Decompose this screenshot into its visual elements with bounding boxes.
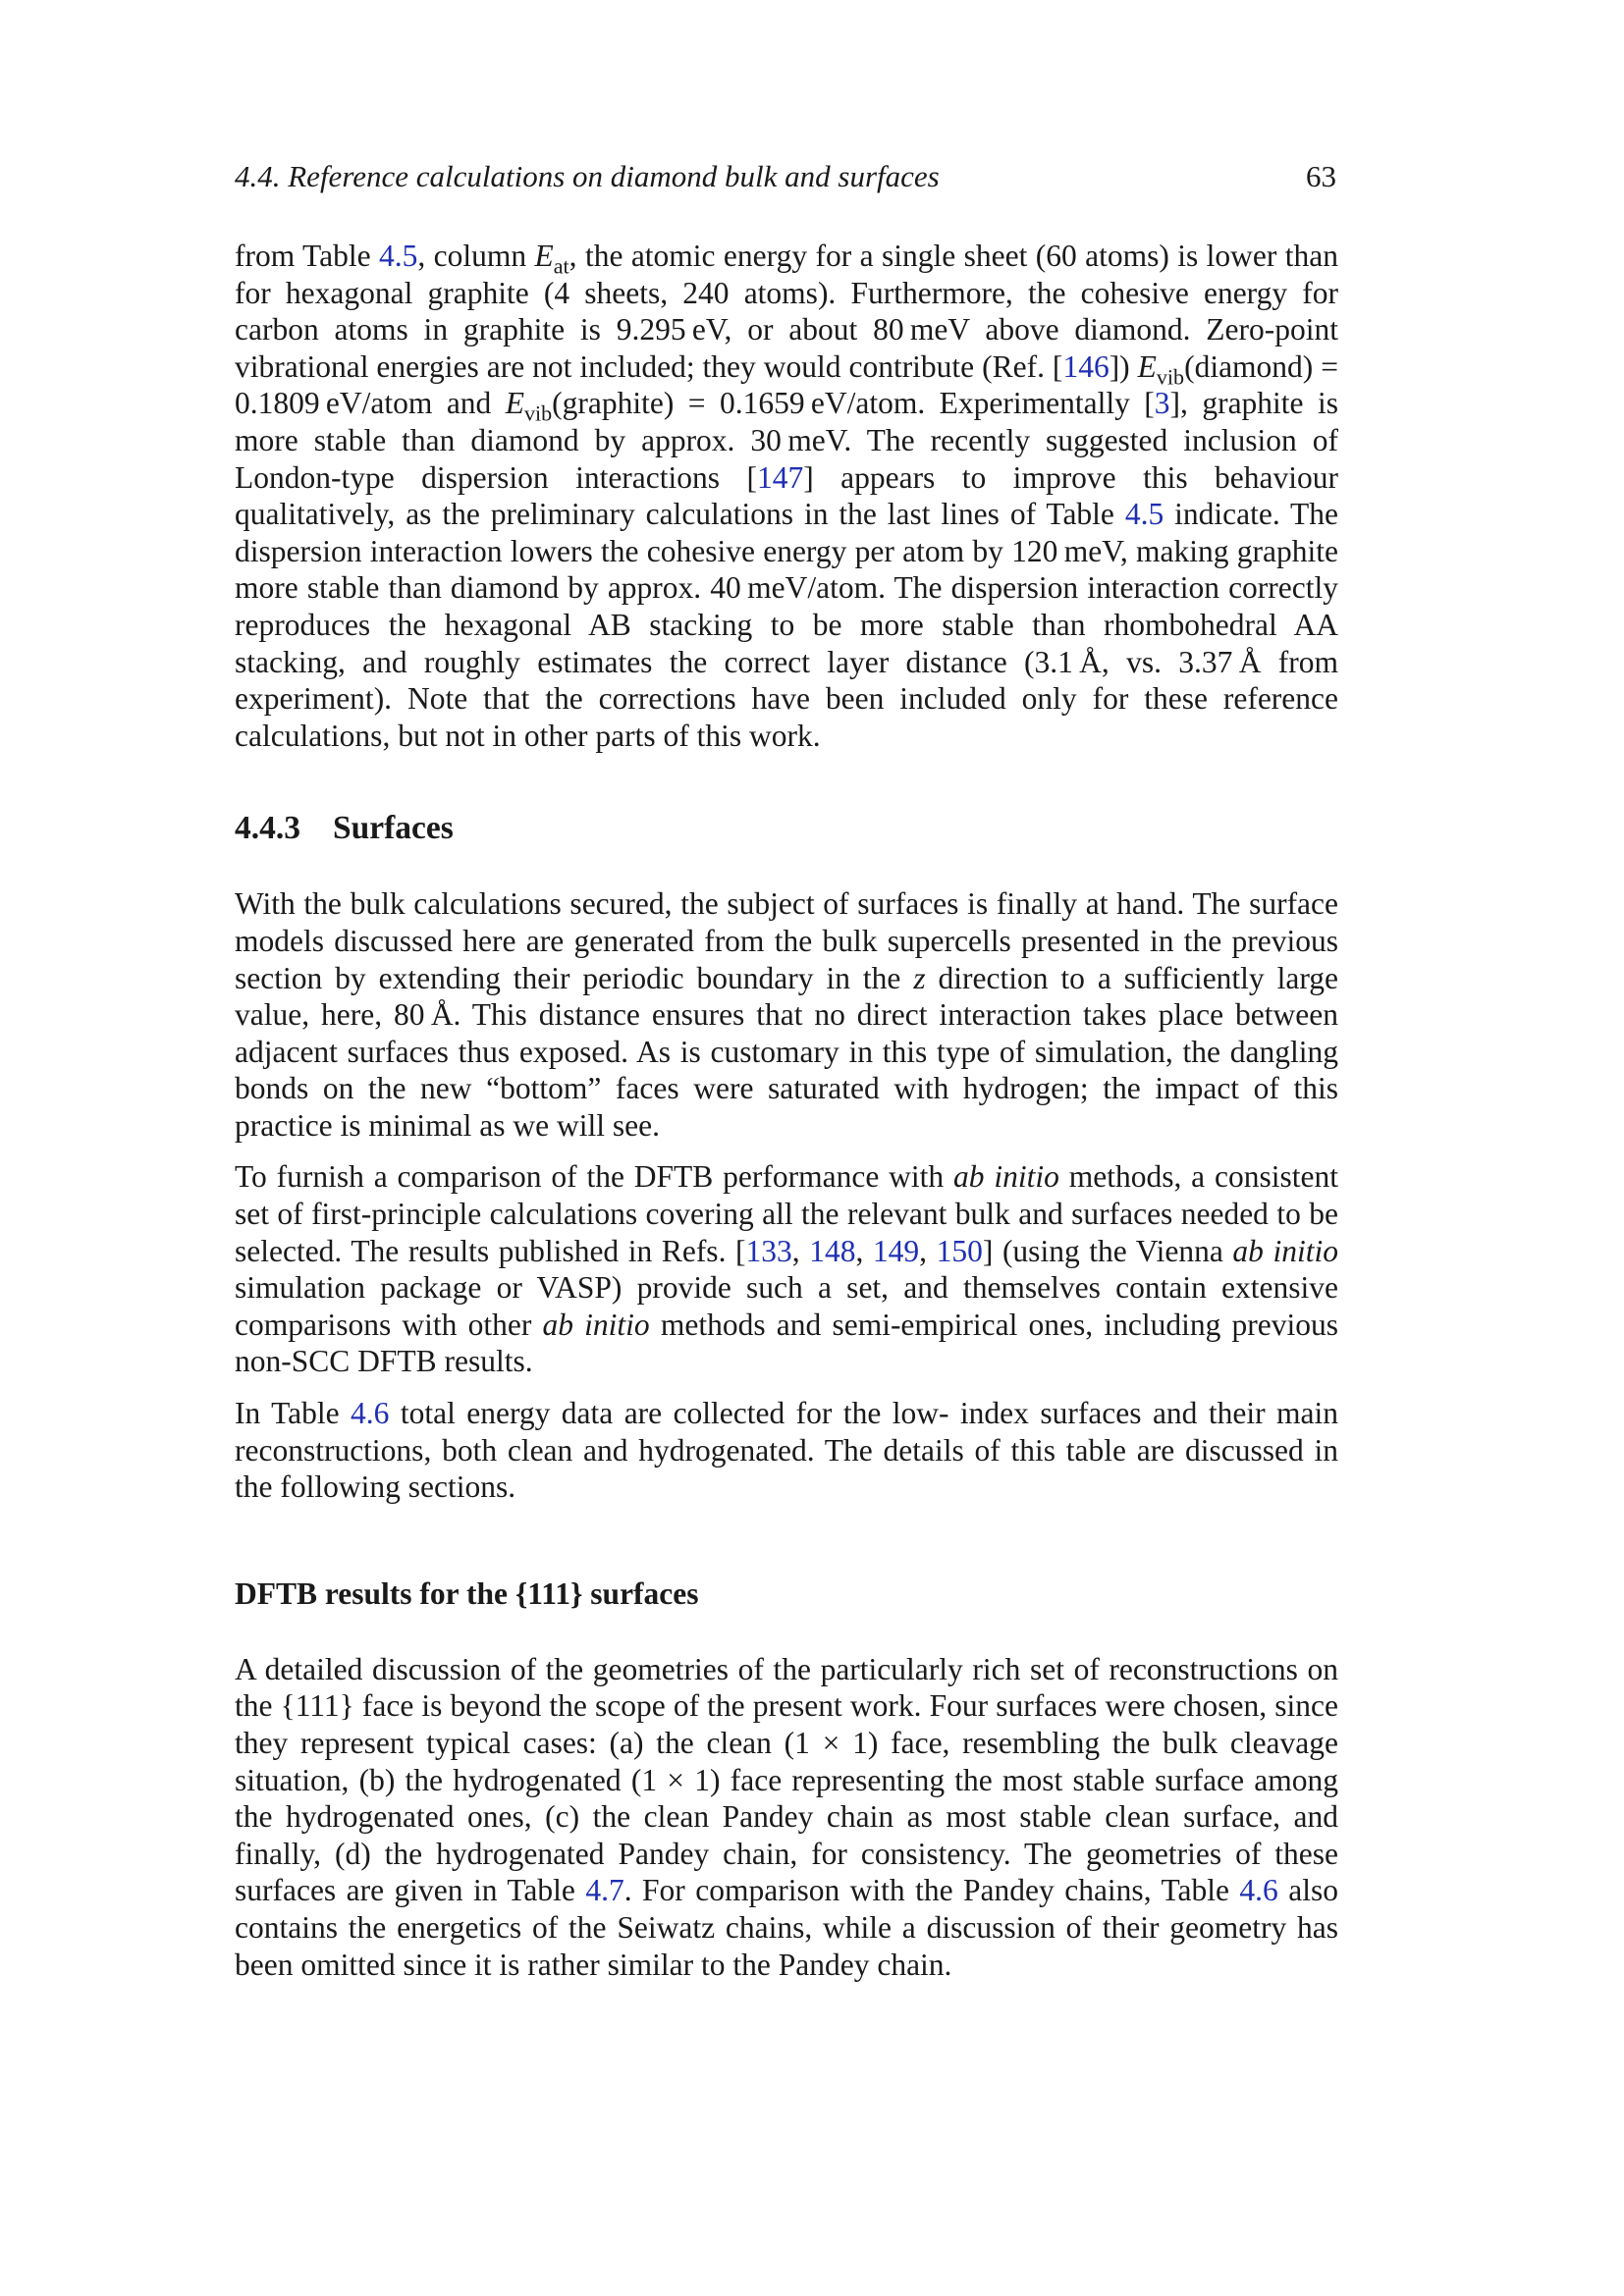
section-number: 4.4.3 bbox=[235, 810, 300, 847]
citation-146[interactable]: 146 bbox=[1062, 348, 1110, 384]
section-title: Surfaces bbox=[333, 810, 454, 847]
running-head bbox=[235, 157, 1338, 196]
section-heading bbox=[235, 809, 1338, 848]
citation-149[interactable]: 149 bbox=[872, 1233, 920, 1268]
citation-147[interactable]: 147 bbox=[756, 459, 804, 495]
table-ref-4-7[interactable]: 4.7 bbox=[585, 1873, 624, 1908]
table-ref-4-5[interactable]: 4.5 bbox=[378, 239, 418, 273]
paragraph-dispersion: from Table 4.5, column $E_{at}$, the atomic energy for a single sheet (60 atoms) is lower than for hexagonal graphite (4 sheets, 240 atoms). Furthermore, the cohesive energy for carbon atoms in graphite is 9.295 eV, or about 80 meV above diamond. Zero-point vibrational energies are not included; they would contribute (Ref. [146]) $E_{vib}(diamond) = 0.1809$ eV/atom and $E_{vib}(graphite) = 0.1659$ eV/atom. Experimentally [3], graphite is more stable than diamond by approx. 30 meV. The recently suggested inclusion of London-type dispersion interactions [147] appears to improve this behaviour qualitatively, as the preliminary calculations in the last lines of Table 4.5 indicate. The dispersion interaction lowers the cohesive energy per atom by 120 meV, making graphite more stable than diamond by approx. 40 meV/atom. The dispersion interaction correctly reproduces the hexagonal AB stacking to be more stable than rhombohedral AA stacking, and roughly estimates the correct layer distance (3.1 Å, vs. 3.37 Å from experiment). Note that the corrections have been included only for these reference calculations, but not in other parts of this work. bbox=[235, 239, 1339, 753]
table-ref-4-5-second[interactable]: 4.5 bbox=[1124, 497, 1164, 532]
running-head-title: 4.4. Reference calculations on diamond bulk and surfaces bbox=[235, 159, 940, 193]
page bbox=[235, 157, 1338, 1983]
paragraph-surface-models: With the bulk calculations secured, the subject of surfaces is finally at hand. The surface models discussed here are generated from the bulk supercells presented in the previous section by extending their periodic boundary in the z direction to a sufficiently large value, here, 80 Å. This distance ensures that no direct interaction takes place between adjacent surfaces thus exposed. As is customary in this type of simulation, the dangling bonds on the new “bottom” faces were saturated with hydrogen; the impact of this practice is minimal as we will see. bbox=[235, 886, 1338, 1143]
paragraph-111-surfaces: A detailed discussion of the geometries of the particularly rich set of reconstructions on the {111} face is beyond the scope of the present work. Four surfaces were chosen, since they represent typical cases: (a) the clean (1 × 1) face, resembling the bulk cleavage situation, (b) the hydrogenated (1 × 1) face representing the most stable surface among the hydrogenated ones, (c) the clean Pandey chain as most stable clean surface, and finally, (d) the hydrogenated Pandey chain, for consistency. The geometries of these surfaces are given in Table 4.7. For comparison with the Pandey chains, Table 4.6 also contains the energetics of the Seiwatz chains, while a discussion of their geometry has been omitted since it is rather similar to the Pandey chain. bbox=[235, 1651, 1338, 1982]
subsection-heading: DFTB results for the {111} surfaces bbox=[235, 1575, 699, 1611]
table-ref-4-6[interactable]: 4.6 bbox=[351, 1396, 390, 1431]
citation-148[interactable]: 148 bbox=[809, 1233, 856, 1268]
table-ref-4-6-second[interactable]: 4.6 bbox=[1239, 1873, 1278, 1908]
paragraph-table-4-6: In Table 4.6 total energy data are collected for the low- index surfaces and their main reconstructions, both clean and hydrogenated. The details of this table are discussed in the following sections. bbox=[235, 1396, 1338, 1505]
citation-150[interactable]: 150 bbox=[936, 1233, 983, 1268]
paragraph-comparison: To furnish a comparison of the DFTB performance with ab initio methods, a consistent set of first-principle calculations covering all the relevant bulk and surfaces needed to be selected. The results published in Refs. [133, 148, 149, 150] (using the Vienna ab initio simulation package or VASP) provide such a set, and themselves contain extensive comparisons with other ab initio methods and semi-empirical ones, including previous non-SCC DFTB results. bbox=[235, 1159, 1338, 1379]
citation-133[interactable]: 133 bbox=[745, 1233, 792, 1268]
page-number: 63 bbox=[1306, 159, 1336, 193]
citation-3[interactable]: 3 bbox=[1154, 386, 1170, 421]
